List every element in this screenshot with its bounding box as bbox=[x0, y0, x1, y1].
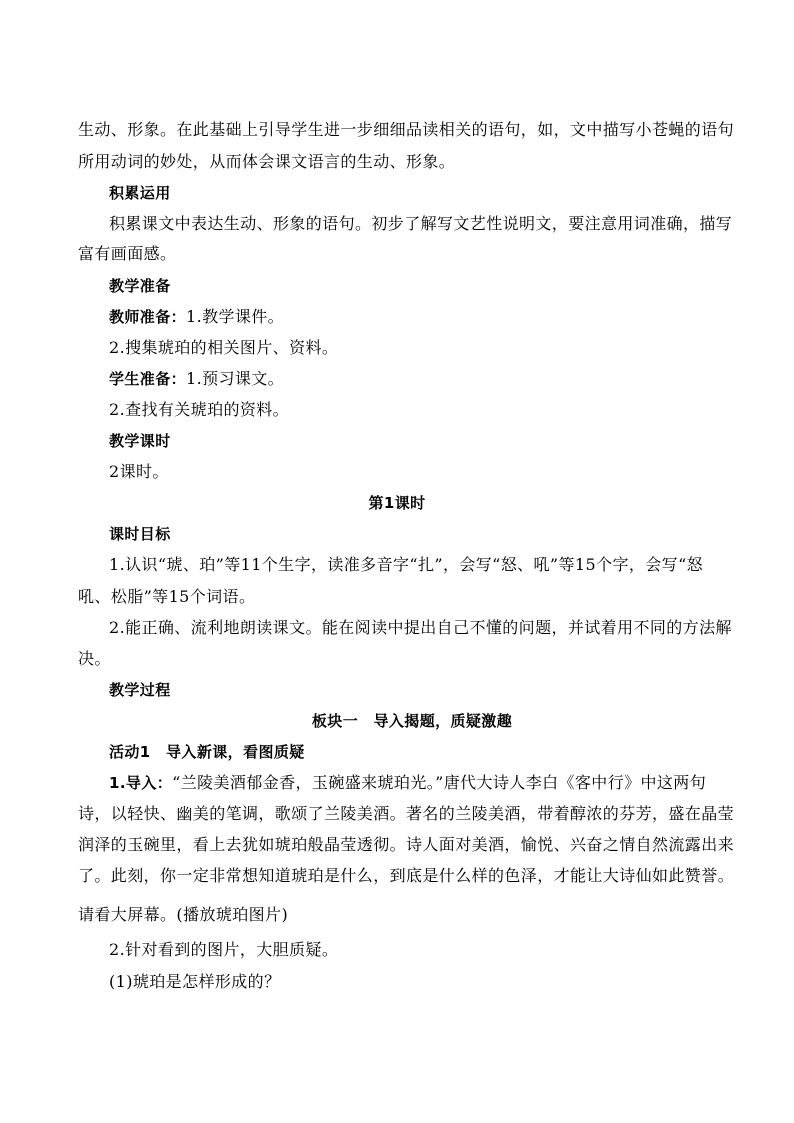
paragraph-line: 生动、形象。在此基础上引导学生进一步细细品读相关的语句，如，文中描写小苍蝇的语句 bbox=[78, 120, 735, 139]
paragraph-line bbox=[109, 773, 749, 793]
paragraph-line: 2.能正确、流利地朗读课文。能在阅读中提出自己不懂的问题，并试着用不同的方法解 bbox=[109, 618, 732, 637]
paragraph-line: 润泽的玉碗里，看上去犹如琥珀般晶莹透彻。诗人面对美酒，愉悦、兴奋之情自然流露出来 bbox=[78, 835, 735, 854]
inline-label: 学生准备： bbox=[109, 370, 187, 388]
paragraph-line: 了。此刻，你一定非常想知道琥珀是什么，到底是什么样的色泽，才能让大诗仙如此赞誉。 bbox=[78, 866, 735, 885]
activity-title: 活动1 导入新课，看图质疑 bbox=[109, 743, 305, 761]
paragraph-line: 2.针对看到的图片，大胆质疑。 bbox=[109, 940, 339, 959]
block-title: 板块一 导入揭题，质疑激趣 bbox=[311, 712, 513, 730]
paragraph-line: 诗，以轻快、幽美的笔调，歌颂了兰陵美酒。著名的兰陵美酒，带着醇浓的芬芳，盛在晶莹 bbox=[78, 804, 735, 823]
section-heading: 课时目标 bbox=[109, 525, 171, 543]
inline-label: 教师准备： bbox=[109, 308, 187, 326]
paragraph-line: 1.认识“琥、珀”等11个生字，读准多音字“扎”，会写“怒、吼”等15个字，会写“怒 bbox=[109, 555, 704, 574]
inline-label: 1.导入： bbox=[109, 774, 173, 792]
paragraph-line: 2.查找有关琥珀的资料。 bbox=[109, 400, 290, 419]
section-heading: 积累运用 bbox=[109, 184, 171, 202]
paragraph-line: 积累课文中表达生动、形象的语句。初步了解写文艺性说明文，要注意用词准确，描写 bbox=[109, 214, 733, 233]
paragraph-line bbox=[109, 307, 749, 327]
paragraph-line: (1)琥珀是怎样形成的？ bbox=[109, 972, 281, 991]
paragraph-line bbox=[109, 369, 749, 389]
section-heading: 教学准备 bbox=[109, 277, 171, 295]
paragraph-line: 2.搜集琥珀的相关图片、资料。 bbox=[109, 338, 339, 357]
inline-text: 1.教学课件。 bbox=[186, 307, 285, 326]
paragraph-line: 所用动词的妙处，从而体会课文语言的生动、形象。 bbox=[78, 152, 456, 171]
paragraph-line: 吼、松脂”等15个词语。 bbox=[78, 587, 256, 606]
inline-text: “兰陵美酒郁金香，玉碗盛来琥珀光。”唐代大诗人李白《客中行》中这两句 bbox=[172, 773, 707, 792]
paragraph-line: 请看大屏幕。(播放琥珀图片) bbox=[78, 905, 289, 924]
inline-text: 1.预习课文。 bbox=[186, 369, 285, 388]
lesson-title: 第1课时 bbox=[368, 494, 426, 512]
section-heading: 教学过程 bbox=[109, 681, 171, 699]
paragraph-line: 决。 bbox=[78, 649, 111, 668]
paragraph-line: 富有画面感。 bbox=[78, 244, 177, 263]
section-heading: 教学课时 bbox=[109, 432, 171, 450]
paragraph-line: 2课时。 bbox=[109, 462, 169, 481]
